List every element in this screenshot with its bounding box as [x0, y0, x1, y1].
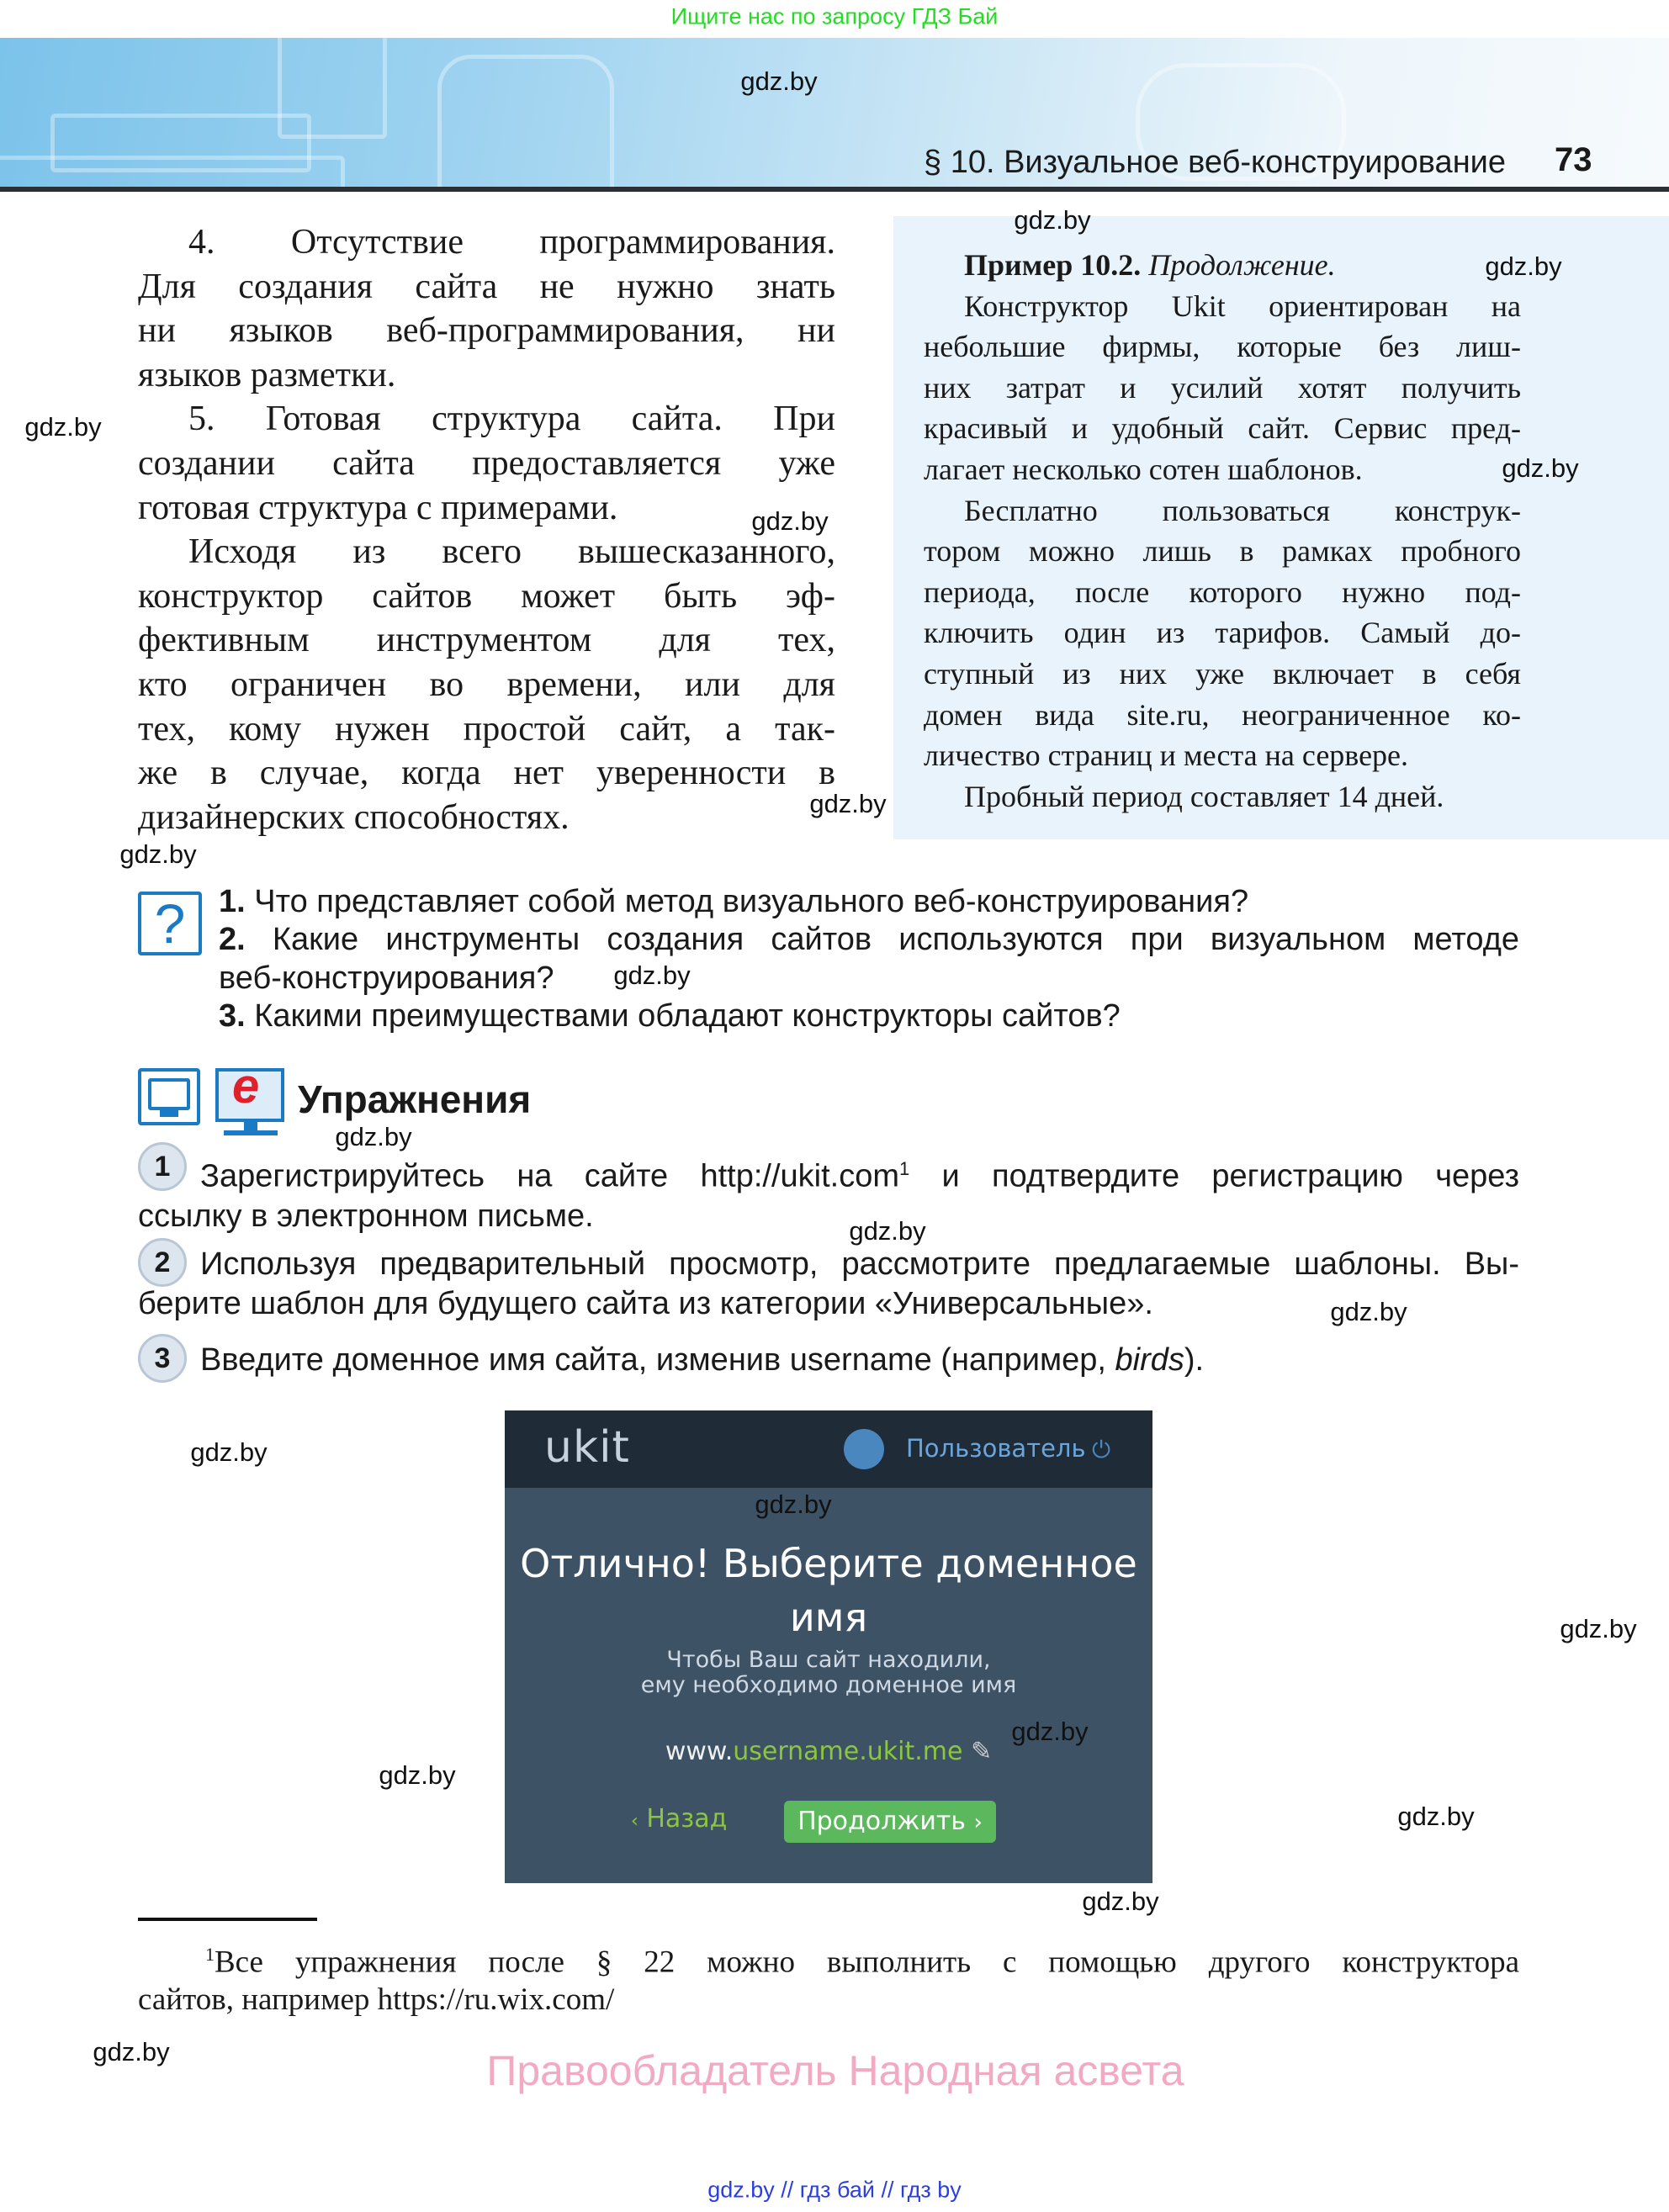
pencil-icon[interactable]: ✎ — [971, 1737, 993, 1766]
text-line: Конструктор Ukit ориентирован на — [964, 288, 1521, 323]
text-line: ни языков веб-программирования, ни — [138, 311, 835, 351]
text-line: тех, кому нужен простой сайт, а так- — [138, 709, 835, 749]
exercise-1: Зарегистрируйтесь на сайте http://ukit.com$^1$ и подтвердите регистрацию через ссылку в электронном письме. — [138, 1158, 1519, 1234]
header-rule — [0, 187, 1669, 192]
section-title: § 10. Визуальное веб-конструирование — [924, 145, 1507, 180]
ukit-logo: ukit — [544, 1422, 630, 1473]
text-line: небольшие фирмы, которые без лиш- — [924, 330, 1521, 364]
watermark: gdz.by — [1330, 1297, 1407, 1326]
watermark: gdz.by — [379, 1760, 456, 1790]
question-2: 2. Какие инструменты создания сайтов используются при визуальном методе — [219, 922, 1519, 958]
text-line: 5. Готовая структура сайта. При — [188, 400, 835, 439]
example-continuation: Продолжение. — [1148, 248, 1336, 282]
exercise-2: Используя предварительный просмотр, рассмотрите предлагаемые шаблоны. Вы- берите шаблон для будущего сайта из категории «Универсальные». — [138, 1246, 1519, 1321]
question-3: 3. Какими преимуществами обладают конструкторы сайтов? — [219, 998, 1121, 1034]
main-text — [138, 220, 835, 839]
text-line: кто ограничен во времени, или для — [138, 664, 835, 704]
watermark: gdz.by — [1082, 1887, 1159, 1916]
text-line: Пробный период составляет 14 дней. — [964, 779, 1444, 813]
power-icon[interactable]: ⏻ — [1092, 1436, 1111, 1463]
ukit-title: Отлично! Выберите доменное имя — [520, 1541, 1137, 1640]
watermark: gdz.by — [613, 960, 691, 990]
text-line: периода, после которого нужно под- — [924, 574, 1521, 609]
back-button[interactable]: ‹ Назад — [631, 1804, 728, 1834]
exercises-heading: Упражнения — [298, 1077, 532, 1121]
text-line: фективным инструментом для тех, — [138, 621, 835, 660]
watermark: gdz.by — [755, 1490, 832, 1519]
text-line: 4. Отсутствие программирования. — [188, 223, 835, 262]
text-line: Для создания сайта не нужно знать — [138, 267, 835, 306]
example-title — [924, 245, 1521, 286]
text-line: лагает несколько сотен шаблонов. — [924, 452, 1363, 486]
page-number: 73 — [1555, 141, 1592, 178]
text-line: личество страниц и места на сервере. — [924, 738, 1409, 773]
domain-field[interactable]: www.username.ukit.me ✎ — [665, 1737, 993, 1766]
text-line: домен вида site.ru, неограниченное ко- — [924, 697, 1521, 732]
footnote-rule — [138, 1918, 317, 1921]
watermark: gdz.by — [335, 1122, 412, 1151]
text-line: красивый и удобный сайт. Сервис пред- — [924, 411, 1521, 446]
text-line: Бесплатно пользоваться конструк- — [964, 493, 1521, 527]
ukit-screenshot — [505, 1410, 1152, 1883]
question-1: 1. Что представляет собой метод визуального веб-конструирования? — [219, 884, 1249, 919]
watermark: gdz.by — [24, 412, 102, 442]
text-line: дизайнерских способностях. — [138, 797, 570, 837]
text-line: языков разметки. — [138, 355, 396, 394]
text-line: конструктор сайтов может быть эф- — [138, 576, 835, 616]
text-line: них затрат и усилий хотят получить — [924, 370, 1521, 405]
user-avatar-icon[interactable] — [844, 1429, 884, 1469]
exercise-3: Введите доменное имя сайта, изменив username (например, birds). — [200, 1342, 1205, 1378]
question-icon: ? — [138, 892, 202, 955]
exercise-number-2: 2 — [138, 1238, 187, 1287]
continue-button[interactable]: Продолжить › — [784, 1801, 996, 1843]
watermark: gdz.by — [809, 789, 887, 818]
question-2-cont: веб-конструирования? — [219, 960, 554, 996]
user-menu[interactable]: Пользователь — [906, 1434, 1086, 1463]
rights-holder: Правообладатель Народная асвета — [486, 2047, 1184, 2094]
text-line: создании сайта предоставляется уже — [138, 443, 835, 483]
watermark: gdz.by — [1560, 1614, 1637, 1643]
watermark: gdz.by — [1485, 251, 1562, 281]
example-text — [924, 245, 1521, 817]
text-line: Исходя из всего вышесказанного, — [188, 532, 835, 572]
watermark: gdz.by — [1397, 1802, 1475, 1831]
search-hint: Ищите нас по запросу ГДЗ Бай — [670, 3, 999, 29]
chevron-right-icon: › — [973, 1810, 983, 1835]
text-line: же в случае, когда нет уверенности в — [138, 754, 835, 793]
text-line: ступный из них уже включает в себя — [924, 656, 1521, 691]
text-line: готовая структура с примерами. — [138, 488, 618, 527]
bottom-links[interactable]: gdz.by // гдз бай // гдз by — [707, 2177, 962, 2203]
watermark: gdz.by — [119, 839, 197, 869]
watermark: gdz.by — [849, 1216, 926, 1246]
chevron-left-icon: ‹ — [631, 1811, 638, 1832]
text-line: тором можно лишь в рамках пробного — [924, 534, 1521, 569]
exercise-number-3: 3 — [138, 1334, 187, 1383]
text-line: ключить один из тарифов. Самый до- — [924, 616, 1521, 650]
watermark: gdz.by — [751, 506, 829, 536]
review-questions — [219, 883, 1519, 1035]
internet-icon: e — [215, 1068, 284, 1122]
watermark: gdz.by — [1011, 1717, 1089, 1746]
example-number: Пример 10.2. — [964, 248, 1142, 282]
watermark: gdz.by — [740, 66, 818, 96]
watermark: gdz.by — [93, 2037, 170, 2066]
computer-icon — [138, 1068, 200, 1125]
footnote: $^1$Все упражнения после § 22 можно выполнить с помощью другого конструктора сайтов, например https://ru.wix.com/ — [138, 1944, 1519, 2018]
exercise-number-1: 1 — [138, 1142, 187, 1191]
ukit-subtitle: Чтобы Ваш сайт находили, ему необходимо доменное имя — [640, 1647, 1017, 1698]
watermark: gdz.by — [1014, 205, 1091, 235]
watermark: gdz.by — [1502, 453, 1579, 483]
watermark: gdz.by — [190, 1437, 268, 1467]
